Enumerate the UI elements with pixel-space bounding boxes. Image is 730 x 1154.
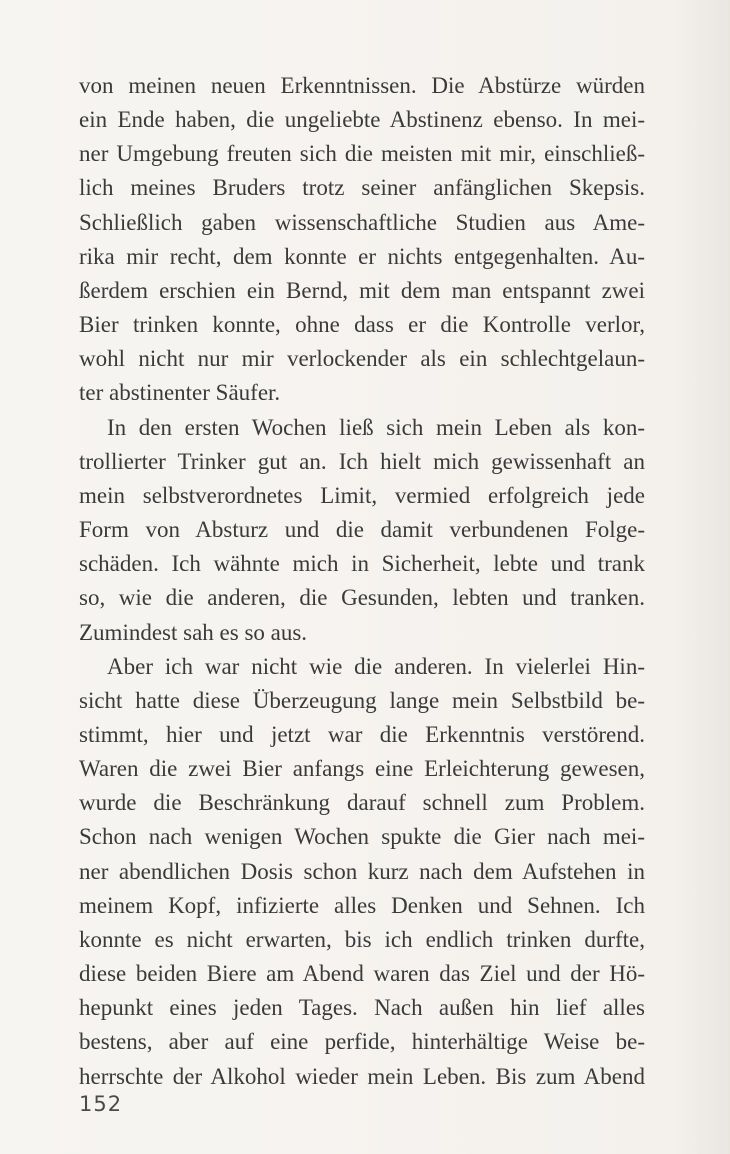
body-text xyxy=(79,69,645,1094)
text-line: Bier trinken konnte, ohne dass er die Kontrolle verlor, xyxy=(79,312,645,338)
text-line: herrschte der Alkohol wieder mein Leben. Bis zum Abend xyxy=(79,1063,645,1089)
text-line: In den ersten Wochen ließ sich mein Leben als kon- xyxy=(107,414,645,440)
text-line: Aber ich war nicht wie die anderen. In vielerlei Hin- xyxy=(107,653,645,679)
text-line: ner abendlichen Dosis schon kurz nach dem Aufstehen in xyxy=(79,858,645,884)
text-line: meinem Kopf, infizierte alles Denken und Sehnen. Ich xyxy=(79,892,645,918)
text-line: ter abstinenter Säufer. xyxy=(79,380,281,406)
text-line: mein selbstverordnetes Limit, vermied erfolgreich jede xyxy=(79,482,645,508)
text-line: wohl nicht nur mir verlockender als ein schlechtgelaun- xyxy=(79,346,645,372)
text-line: von meinen neuen Erkenntnissen. Die Abstürze würden xyxy=(79,73,645,98)
text-line: Zumindest sah es so aus. xyxy=(79,619,308,645)
paragraph xyxy=(79,69,645,411)
text-line: sicht hatte diese Überzeugung lange mein Selbstbild be- xyxy=(79,687,645,713)
text-line: rika mir recht, dem konnte er nichts entgegenhalten. Au- xyxy=(79,243,645,269)
text-line: Waren die zwei Bier anfangs eine Erleichterung gewesen, xyxy=(79,756,645,782)
page-number: 152 xyxy=(79,1092,123,1116)
text-line: so, wie die anderen, die Gesunden, lebten und tranken. xyxy=(79,585,645,611)
text-line: schäden. Ich wähnte mich in Sicherheit, lebte und trank xyxy=(79,551,645,577)
text-line: diese beiden Biere am Abend waren das Ziel und der Hö- xyxy=(79,961,645,987)
text-line: ner Umgebung freuten sich die meisten mit mir, einschließ- xyxy=(79,141,645,167)
text-line: wurde die Beschränkung darauf schnell zum Problem. xyxy=(79,790,645,816)
text-line: Schon nach wenigen Wochen spukte die Gier nach mei- xyxy=(79,824,645,850)
paragraph xyxy=(79,650,645,1094)
paragraph xyxy=(79,411,645,650)
text-line: ßerdem erschien ein Bernd, mit dem man entspannt zwei xyxy=(79,277,645,303)
text-line: Form von Absturz und die damit verbundenen Folge- xyxy=(79,517,645,543)
text-line: konnte es nicht erwarten, bis ich endlich trinken durfte, xyxy=(79,926,645,952)
text-line: Schließlich gaben wissenschaftliche Studien aus Ame- xyxy=(79,209,645,235)
text-line: ein Ende haben, die ungeliebte Abstinenz ebenso. In mei- xyxy=(79,107,645,133)
text-line: lich meines Bruders trotz seiner anfänglichen Skepsis. xyxy=(79,175,645,201)
text-line: hepunkt eines jeden Tages. Nach außen hin lief alles xyxy=(79,995,645,1021)
text-line: trollierter Trinker gut an. Ich hielt mich gewissenhaft an xyxy=(79,448,645,474)
text-line: stimmt, hier und jetzt war die Erkenntnis verstörend. xyxy=(79,721,645,747)
text-line: bestens, aber auf eine perfide, hinterhältige Weise be- xyxy=(79,1029,645,1055)
